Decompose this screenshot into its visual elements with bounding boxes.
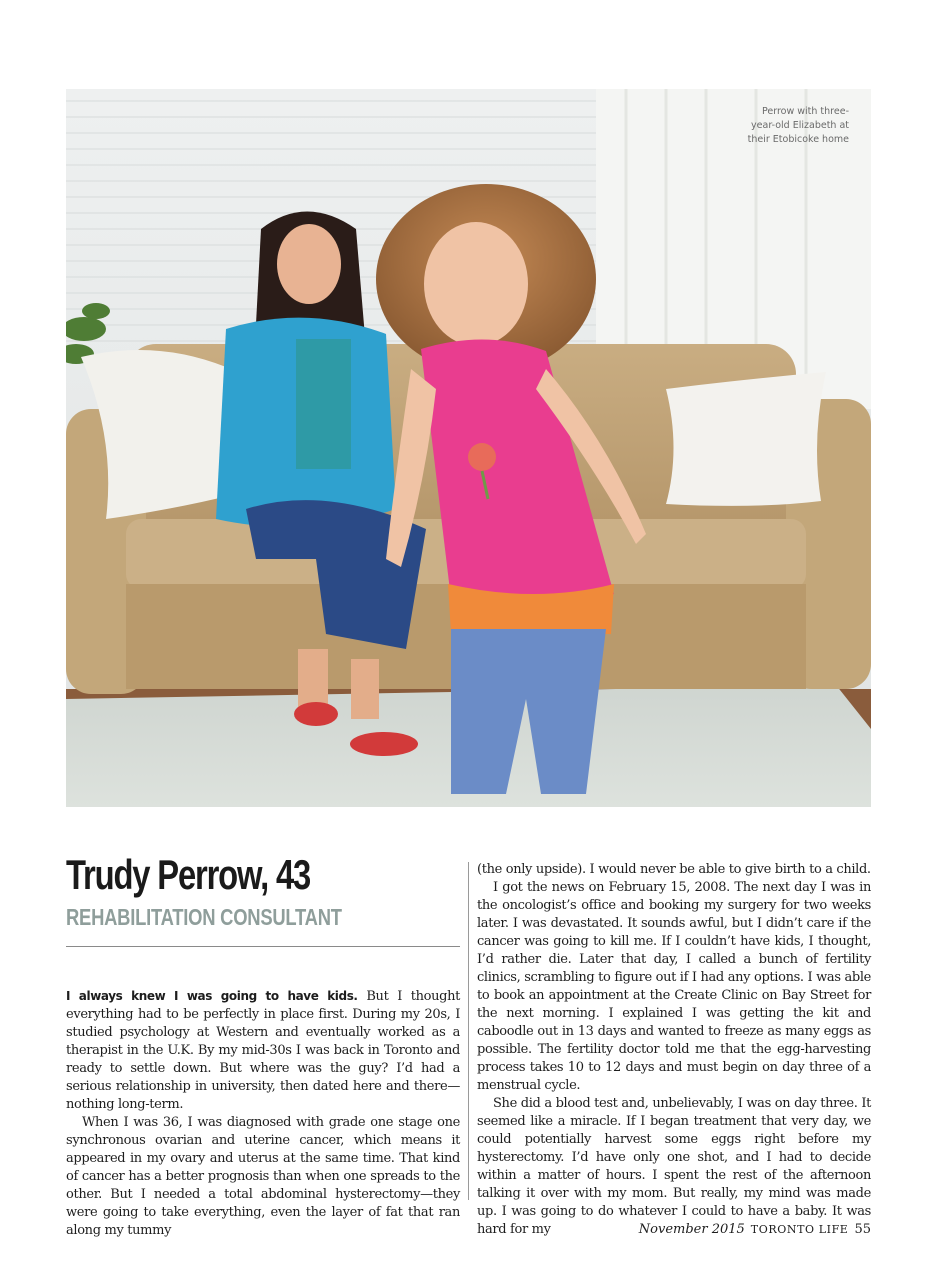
- page-number: 55: [854, 1222, 871, 1237]
- hero-photo: [66, 89, 871, 807]
- article-column-2: [477, 861, 871, 1239]
- paragraph-text: But I thought everything had to be perfectly in place first. During my 20s, I studied psychology at Western and eventually worked as a therapist in the U.K. By my mid-30s I was back in Toronto and ready to settle down. But where was the guy? I’d had a serious relationship in university, then dated here and there—nothing long-term.: [66, 989, 460, 1112]
- lead-in: I always knew I was going to have kids.: [66, 989, 358, 1003]
- paragraph: [66, 987, 460, 1114]
- subject-name: Trudy Perrow, 43: [66, 851, 311, 898]
- paragraph: When I was 36, I was diagnosed with grade one stage one synchronous ovarian and uterine cancer, which means it appeared in my ovary and uterus at the same time. That kind of cancer has a better prognosis than when one spreads to the other. But I needed a total abdominal hysterectomy—they were going to take everything, even the layer of fat that ran along my tummy: [66, 1115, 460, 1238]
- photo-illustration: [66, 89, 871, 807]
- pillow-right: [666, 372, 826, 506]
- issue-date: November 2015: [638, 1222, 745, 1237]
- subject-occupation: REHABILITATION CONSULTANT: [66, 904, 342, 930]
- column-rule: [468, 862, 469, 1200]
- paragraph: She did a blood test and, unbelievably, I was on day three. It seemed like a miracle. If I began treatment that very day, we could potentially harvest some eggs right before my hysterectomy. I’d have only one shot, and I had to decide within a matter of hours. I spent the rest of the afternoon talking it over with my mom. But really, my mind was made up. I was going to do whatever I could to have a baby. It was hard for my: [477, 1096, 871, 1237]
- page-folio: [639, 1221, 871, 1239]
- paragraph: (the only upside). I would never be able to give birth to a child.: [477, 862, 871, 877]
- magazine-name: TORONTO LIFE: [750, 1223, 849, 1236]
- divider-rule: [66, 946, 460, 947]
- article-column-1: [66, 987, 460, 1240]
- paragraph: I got the news on February 15, 2008. The next day I was in the oncologist’s office and booking my surgery for two weeks later. I was devastated. It sounds awful, but I didn’t care if the cancer was going to kill me. If I couldn’t have kids, I thought, I’d rather die. Later that day, I called a bunch of fertility clinics, scrambling to figure out if I had any options. I was able to book an appointment at the Create Clinic on Bay Street for the next morning. I explained I was getting the kit and caboodle out in 13 days and wanted to freeze as many eggs as possible. The fertility doctor told me that the egg-harvesting process takes 10 to 12 days and must begin on day three of a menstrual cycle.: [477, 880, 871, 1093]
- photo-caption: Perrow with three-year-old Elizabeth at their Etobicoke home: [747, 106, 849, 145]
